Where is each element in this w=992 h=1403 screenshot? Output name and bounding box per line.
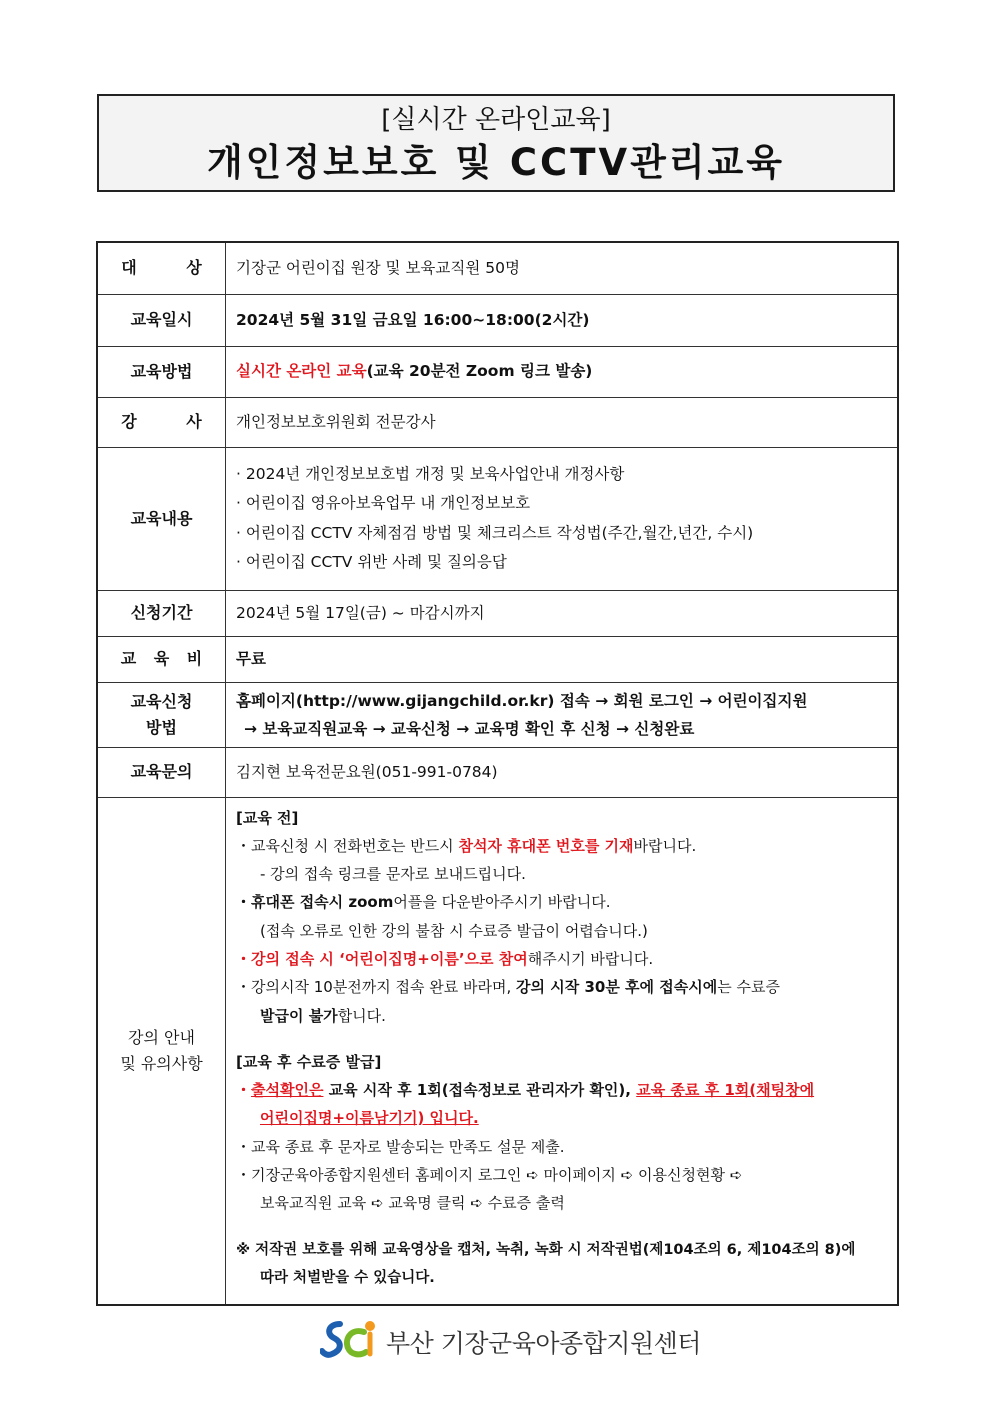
value-lecturer: 개인정보보호위원회 전문강사 <box>226 397 899 447</box>
row-date <box>97 294 898 346</box>
center-name: 부산 기장군육아종합지원센터 <box>386 1329 701 1358</box>
row-target <box>97 242 898 294</box>
label-target: 대 상 <box>97 242 226 294</box>
note-line: ・출석확인은 교육 시작 후 1회(접속정보로 관리자가 확인), 교육 종료 후 1회(채팅창에 <box>236 1081 815 1100</box>
note-line: ・기장군육아종합지원센터 홈페이지 로그인 ➪ 마이페이지 ➪ 이용신청현황 ➪ <box>236 1166 743 1185</box>
note-line: - 강의 접속 링크를 문자로 보내드립니다. <box>260 865 526 884</box>
apply-step-line: 홈페이지(http://www.gijangchild.or.kr) 접속 → 회원 로그인 → 어린이집지원 <box>236 691 808 710</box>
method-detail: (교육 20분전 Zoom 링크 발송) <box>366 362 593 380</box>
note-line: 발급이 불가합니다. <box>260 1006 386 1025</box>
notes-heading-after: [교육 후 수료증 발급] <box>236 1052 382 1071</box>
label-date: 교육일시 <box>97 294 226 346</box>
label-period: 신청기간 <box>97 590 226 636</box>
label-content: 교육내용 <box>97 447 226 590</box>
label-inquiry: 교육문의 <box>97 747 226 797</box>
value-period: 2024년 5월 17일(금) ~ 마감시까지 <box>226 590 899 636</box>
row-content <box>97 447 898 590</box>
value-inquiry: 김지현 보육전문요원(051-991-0784) <box>226 747 899 797</box>
copyright-notice: ※ 저작권 보호를 위해 교육영상을 캡처, 녹취, 녹화 시 저작권법(제104조의 6, 제104조의 8)에 <box>236 1241 856 1258</box>
page-title: 개인정보보호 및 CCTV관리교육 <box>206 141 786 184</box>
content-item: · 어린이집 CCTV 위반 사례 및 질의응답 <box>236 553 507 571</box>
value-apply <box>226 682 899 747</box>
apply-step-line: → 보육교직원교육 → 교육신청 → 교육명 확인 후 신청 → 신청완료 <box>244 719 695 738</box>
copyright-notice: 따라 처벌받을 수 있습니다. <box>260 1269 435 1286</box>
footer <box>320 1320 701 1364</box>
notes-heading-before: [교육 전] <box>236 808 299 827</box>
note-line: (접속 오류로 인한 강의 불참 시 수료증 발급이 어렵습니다.) <box>260 921 648 940</box>
note-line: 보육교직원 교육 ➪ 교육명 클릭 ➪ 수료증 출력 <box>260 1194 565 1213</box>
content-item: · 어린이집 CCTV 자체점검 방법 및 체크리스트 작성법(주간,월간,년간, 수시) <box>236 523 754 542</box>
note-line: ・교육 종료 후 문자로 발송되는 만족도 설문 제출. <box>236 1137 565 1156</box>
note-line: ・휴대폰 접속시 zoom어플을 다운받아주시기 바랍니다. <box>236 893 611 912</box>
row-notes <box>97 797 898 1305</box>
value-notes <box>226 797 899 1305</box>
content-item: · 2024년 개인정보보호법 개정 및 보육사업안내 개정사항 <box>236 464 625 483</box>
value-date: 2024년 5월 31일 금요일 16:00~18:00(2시간) <box>226 294 899 346</box>
label-apply: 교육신청 방법 <box>97 682 226 747</box>
title-subtitle: [실시간 온라인교육] <box>381 105 611 135</box>
row-apply <box>97 682 898 747</box>
label-notes: 강의 안내 및 유의사항 <box>97 797 226 1305</box>
note-line: ・강의 접속 시 ‘어린이집명+이름’으로 참여해주시기 바랍니다. <box>236 949 654 968</box>
label-fee: 교 육 비 <box>97 636 226 682</box>
content-item: · 어린이집 영유아보육업무 내 개인정보보호 <box>236 494 531 512</box>
label-lecturer: 강 사 <box>97 397 226 447</box>
note-line: ・강의시작 10분전까지 접속 완료 바라며, 강의 시작 30분 후에 접속시에는 수료증 <box>236 978 780 997</box>
center-logo-icon <box>320 1318 378 1366</box>
value-method <box>226 346 899 397</box>
value-fee: 무료 <box>226 636 899 682</box>
row-method <box>97 346 898 397</box>
value-target: 기장군 어린이집 원장 및 보육교직원 50명 <box>226 242 899 294</box>
info-table <box>96 241 899 1306</box>
row-period <box>97 590 898 636</box>
title-box <box>97 94 895 192</box>
value-content <box>226 447 899 590</box>
note-line: ・교육신청 시 전화번호는 반드시 참석자 휴대폰 번호를 기재바랍니다. <box>236 836 697 855</box>
row-fee <box>97 636 898 682</box>
row-inquiry <box>97 747 898 797</box>
method-highlight: 실시간 온라인 교육 <box>236 362 367 380</box>
label-method: 교육방법 <box>97 346 226 397</box>
row-lecturer <box>97 397 898 447</box>
note-line: 어린이집명+이름남기기) 입니다. <box>260 1109 479 1128</box>
